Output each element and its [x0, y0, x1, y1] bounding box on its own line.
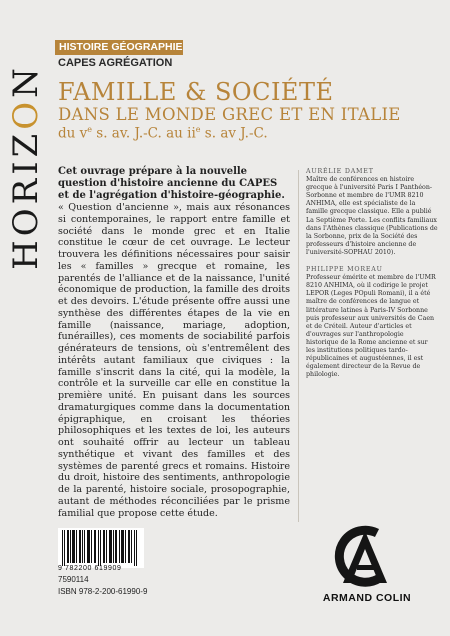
publisher-name: ARMAND COLIN	[322, 592, 412, 604]
category-label: HISTOIRE GÉOGRAPHIE	[55, 40, 183, 55]
isbn: ISBN 978-2-200-61990-9	[58, 587, 148, 596]
series-name	[8, 32, 44, 302]
blurb-paragraph: « Question d'ancienne », mais aux résonances si contemporaines, le rapport entre famille et société dans le monde grec et en Italie constitue le cœur de cet ouvrage. Le lecteur trouvera les définitions nécessaires pour saisir les « familles » grecque et romaine, les parentés de l'alliance et de la naissance, l'unité économique de production, la famille des droits et des devoirs. L'étude présente offre aussi une synthèse des différentes étapes de la vie en famille (naissance, mariage, adoption, funérailles), ces moments de sociabilité parfois générateurs de tensions, où s'entremêlent des intérêts autant familiaux que civiques : la famille s'inscrit dans la cité, qui la modèle, la contrôle et la surveille car elle en constitue la première unité. En puisant dans les sources dramaturgiques comme dans la documentation épigraphique, en croisant les théories philosophiques et les textes de loi, les auteurs ont souhaité offrir au lecteur un tableau synthétique et vivant des familles et des systèmes de parenté grecs et romains. Histoire du droit, histoire des sentiments, anthropologie de la parenté, histoire sociale, prosopographie, autant de méthodes réconciliées par le prisme familial que propose cette étude.	[58, 202, 290, 519]
barcode-digits: 9 782200 619909	[58, 565, 122, 572]
book-title: FAMILLE & SOCIÉTÉ	[58, 78, 334, 106]
author-bios	[306, 168, 438, 379]
barcode	[58, 528, 144, 568]
series-prefix: HORIZ	[6, 129, 46, 270]
publisher-logo-icon	[315, 521, 415, 591]
author-name: PHILIPPE MOREAU	[306, 266, 383, 274]
author-name: AURÉLIE DAMET	[306, 168, 374, 175]
series-suffix: N	[6, 64, 46, 98]
author-bio: Professeur émérite et membre de l'UMR 8210 ANHIMA, où il codirige le projet LEPOR (Leges POpuli Romani), il a été maître de conférences de langue et littérature latines à Paris-IV Sorbonne puis professeur aux universités de Caen et de Créteil. Auteur d'articles et d'ouvrages sur l'anthropologie historique de la Rome ancienne et sur les institutions politiques tardo-républicaines et augustéennes, il est également directeur de la Revue de philologie.	[306, 274, 436, 379]
exam-label: CAPES AGRÉGATION	[58, 57, 173, 69]
publisher-logo	[315, 521, 415, 591]
column-divider	[298, 170, 299, 522]
book-subtitle: DANS LE MONDE GREC ET EN ITALIE	[58, 105, 401, 124]
product-code: 7590114	[58, 575, 89, 584]
author-bio: Maître de conférences en histoire grecque à l'université Paris I Panthéon-Sorbonne et membre de l'UMR 8210 ANHIMA, elle est spécialiste de la famille grecque classique. Elle a publié La Septième Porte. Les conflits familiaux dans l'Athènes classique (Publications de la Sorbonne, prix de la Société des professeurs d'histoire ancienne de l'université-SOPHAU 2010).	[306, 176, 438, 256]
blurb-lead: Cet ouvrage prépare à la nouvelle question d'histoire ancienne du CAPES et de l'agrégation d'histoire-géographie.	[58, 166, 285, 201]
blurb	[58, 166, 290, 519]
barcode-icon	[61, 530, 141, 566]
series-accent-letter: O	[6, 97, 46, 130]
book-period: du $v^e$ s. av. J.-C. au $ii^e$ s. av J.-C.	[58, 125, 268, 142]
